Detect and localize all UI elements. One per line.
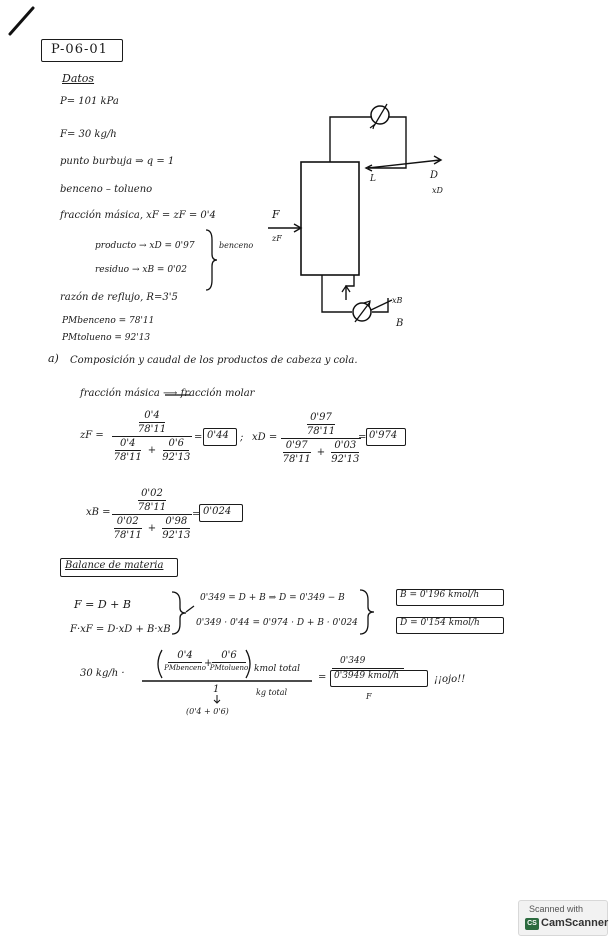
- system: benceno – tolueno: [60, 184, 153, 195]
- product-spec: producto → xD = 0'97: [95, 241, 195, 251]
- final-one: 1: [213, 684, 220, 695]
- xb-result: 0'024: [203, 506, 232, 517]
- final-prefix: 30 kg/h ·: [80, 668, 125, 679]
- balance-num2: 0'349 · 0'44 = 0'974 · D + B · 0'024: [196, 618, 358, 628]
- residue-spec: residuo → xB = 0'02: [95, 265, 187, 275]
- balance-heading: Balance de materia: [65, 560, 164, 571]
- diagram-d-label: D: [430, 170, 439, 181]
- part-a-label: a): [48, 352, 59, 365]
- distillation-column: [301, 162, 359, 275]
- camscanner-logo-icon: CS: [525, 918, 539, 930]
- watermark-caption: Scanned with: [529, 904, 584, 914]
- final-eq: =: [318, 672, 327, 683]
- final-ojo: ¡¡ojo!!: [434, 674, 466, 685]
- final-note: (0'4 + 0'6): [186, 707, 229, 716]
- diagram-xb-label: xB: [392, 296, 403, 305]
- balance-eq1: F = D + B: [74, 598, 131, 611]
- pm-toluene: PMtolueno = 92'13: [62, 333, 151, 343]
- diagram-b-label: B: [396, 318, 404, 329]
- camscanner-watermark: [518, 900, 608, 936]
- xb-lhs: xB =: [86, 507, 111, 518]
- part-a-text: Composición y caudal de los productos de cabeza y cola.: [70, 355, 358, 366]
- xb-fraction: 0'02 78'11 0'02 78'11 + 0'98 92'13: [113, 488, 191, 541]
- balance-num1: 0'349 = D + B ⇒ D = 0'349 − B: [200, 593, 345, 603]
- bubble-point: punto burbuja ⇒ q = 1: [60, 156, 175, 167]
- final-unit-top: kmol total: [254, 664, 301, 674]
- xd-fraction: 0'97 78'11 0'97 78'11 + 0'03 92'13: [282, 412, 360, 465]
- xd-result: 0'974: [369, 430, 398, 441]
- final-result-top: 0'349: [340, 656, 366, 666]
- conversion-note: fracción másica ⟶ fracción molar: [80, 388, 255, 399]
- pressure: P= 101 kPa: [60, 96, 119, 107]
- zf-result: 0'44: [207, 430, 229, 441]
- zf-lhs: zF =: [80, 430, 104, 441]
- reflux-ratio: razón de reflujo, R=3'5: [60, 292, 178, 303]
- pm-benzene: PMbenceno = 78'11: [62, 316, 155, 326]
- datos-heading: Datos: [62, 72, 95, 85]
- result-d: D = 0'154 kmol/h: [400, 618, 480, 628]
- balance-eq2: F·xF = D·xD + B·xB: [70, 624, 171, 635]
- xd-lhs: xD =: [252, 432, 278, 443]
- feed-flow: F= 30 kg/h: [60, 129, 117, 140]
- diagram-feed-label: F: [272, 208, 280, 221]
- diagram-l-label: L: [370, 174, 376, 184]
- corner-slash: [10, 8, 33, 34]
- final-result-f: F: [366, 692, 372, 701]
- brace-label: benceno: [219, 241, 254, 250]
- problem-title: P-06-01: [51, 42, 108, 57]
- brace-benceno: [206, 230, 217, 290]
- diagram-zf-label: zF: [272, 234, 282, 243]
- mass-fraction: fracción másica, xF = zF = 0'4: [60, 210, 216, 221]
- final-result: 0'3949 kmol/h: [334, 671, 400, 681]
- zf-fraction: 0'4 78'11 0'4 78'11 + 0'6 92'13: [113, 410, 191, 463]
- diagram-xd-label: xD: [432, 186, 443, 195]
- final-unit-bot: kg total: [256, 688, 288, 697]
- result-b: B = 0'196 kmol/h: [400, 590, 480, 600]
- watermark-brand: CamScanner: [541, 917, 609, 929]
